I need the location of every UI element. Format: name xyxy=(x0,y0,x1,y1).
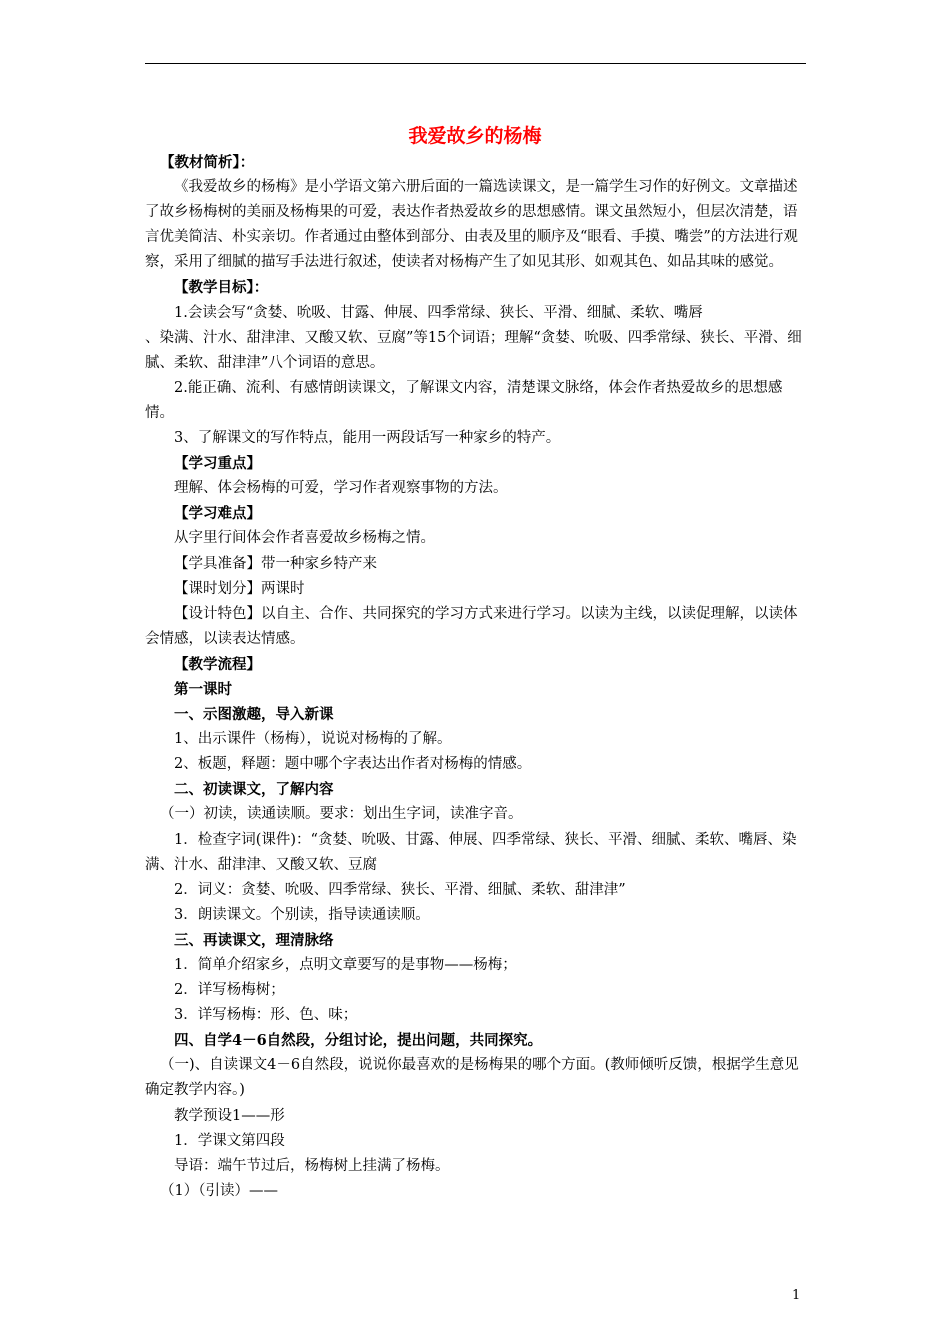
paragraph: 【学具准备】带一种家乡特产来 xyxy=(174,555,377,572)
section-heading: 【学习重点】 xyxy=(174,455,261,473)
paragraph: 1．简单介绍家乡，点明文章要写的是事物——杨梅； xyxy=(174,957,517,973)
paragraph: 2.能正确、流利、有感情朗读课文，了解课文内容，清楚课文脉络，体会作者热爱故乡的思想感情。 xyxy=(145,379,783,421)
paragraph: 2．词义：贪婪、吮吸、四季常绿、狭长、平滑、细腻、柔软、甜津津” xyxy=(174,881,626,898)
section-heading: 【学习难点】 xyxy=(174,505,261,523)
document-title: 我爱故乡的杨梅 xyxy=(408,125,542,147)
paragraph: 《我爱故乡的杨梅》是小学语文第六册后面的一篇选读课文，是一篇学生习作的好例文。文章描述了故乡杨梅树的美丽及杨梅果的可爱，表达作者热爱故乡的思想感情。课文虽然短小，但层次清楚，语言优美简洁、朴实亲切。作者通过由整体到部分、由表及里的顺序及“眼看、手摸、嘴尝”的方法进行观察，采用了细腻的描写手法进行叙述，使读者对杨梅产生了如见其形、如观其色、如品其味的感觉。 xyxy=(145,179,798,271)
paragraph: 1.会读会写“贪婪、吮吸、甘露、伸展、四季常绿、狭长、平滑、细腻、柔软、嘴唇 xyxy=(174,304,703,321)
paragraph: （一)、自读课文4－6自然段，说说你最喜欢的是杨梅果的哪个方面。(教师倾听反馈，根据学生意见确定教学内容。) xyxy=(145,1057,799,1099)
paragraph: 1、出示课件（杨梅），说说对杨梅的了解。 xyxy=(174,731,452,748)
paragraph: 导语：端午节过后，杨梅树上挂满了杨梅。 xyxy=(174,1157,450,1174)
paragraph: 2．详写杨梅树； xyxy=(174,982,285,999)
paragraph: 3、了解课文的写作特点，能用一两段话写一种家乡的特产。 xyxy=(174,430,561,447)
document-body xyxy=(145,150,810,1204)
section-heading: 一、示图激趣，导入新课 xyxy=(174,706,334,724)
paragraph: 3．详写杨梅：形、色、味； xyxy=(174,1007,358,1024)
section-heading: 四、自学4－6自然段，分组讨论，提出问题，共同探究。 xyxy=(174,1032,543,1050)
paragraph: 从字里行间体会作者喜爱故乡杨梅之情。 xyxy=(174,530,435,547)
section-heading: 第一课时 xyxy=(174,680,232,698)
page-number: 1 xyxy=(792,1288,801,1303)
paragraph: 理解、体会杨梅的可爱，学习作者观察事物的方法。 xyxy=(174,480,508,497)
paragraph: （1）（引读）—— xyxy=(160,1182,278,1199)
paragraph: 1．学课文第四段 xyxy=(174,1132,285,1149)
paragraph: 1．检查字词(课件)：“贪婪、吮吸、甘露、伸展、四季常绿、狭长、平滑、细腻、柔软、嘴唇、染满、汁水、甜津津、又酸又软、豆腐 xyxy=(145,831,797,873)
paragraph: （一）初读，读通读顺。要求：划出生字词，读准字音。 xyxy=(160,806,523,823)
paragraph: 【设计特色】以自主、合作、共同探究的学习方式来进行学习。以读为主线，以读促理解，以读体会情感，以读表达情感。 xyxy=(145,605,798,647)
paragraph: 2、板题，释题：题中哪个字表达出作者对杨梅的情感。 xyxy=(174,756,532,773)
section-heading: 【教学目标】： xyxy=(174,279,269,297)
section-heading: 二、初读课文，了解内容 xyxy=(174,781,334,799)
section-heading: 三、再读课文，理清脉络 xyxy=(174,931,334,949)
paragraph: 教学预设1——形 xyxy=(174,1107,285,1124)
section-heading: 【教材简析】： xyxy=(160,154,255,171)
paragraph: 【课时划分】两课时 xyxy=(174,580,305,597)
section-heading: 【教学流程】 xyxy=(174,655,261,673)
paragraph: 、染满、汁水、甜津津、又酸又软、豆腐”等15个词语；理解“贪婪、吮吸、四季常绿、狭长、平滑、细腻、柔软、甜津津”八个词语的意思。 xyxy=(145,329,802,371)
paragraph: 3．朗读课文。个别读，指导读通读顺。 xyxy=(174,906,430,923)
header-rule xyxy=(145,63,806,64)
